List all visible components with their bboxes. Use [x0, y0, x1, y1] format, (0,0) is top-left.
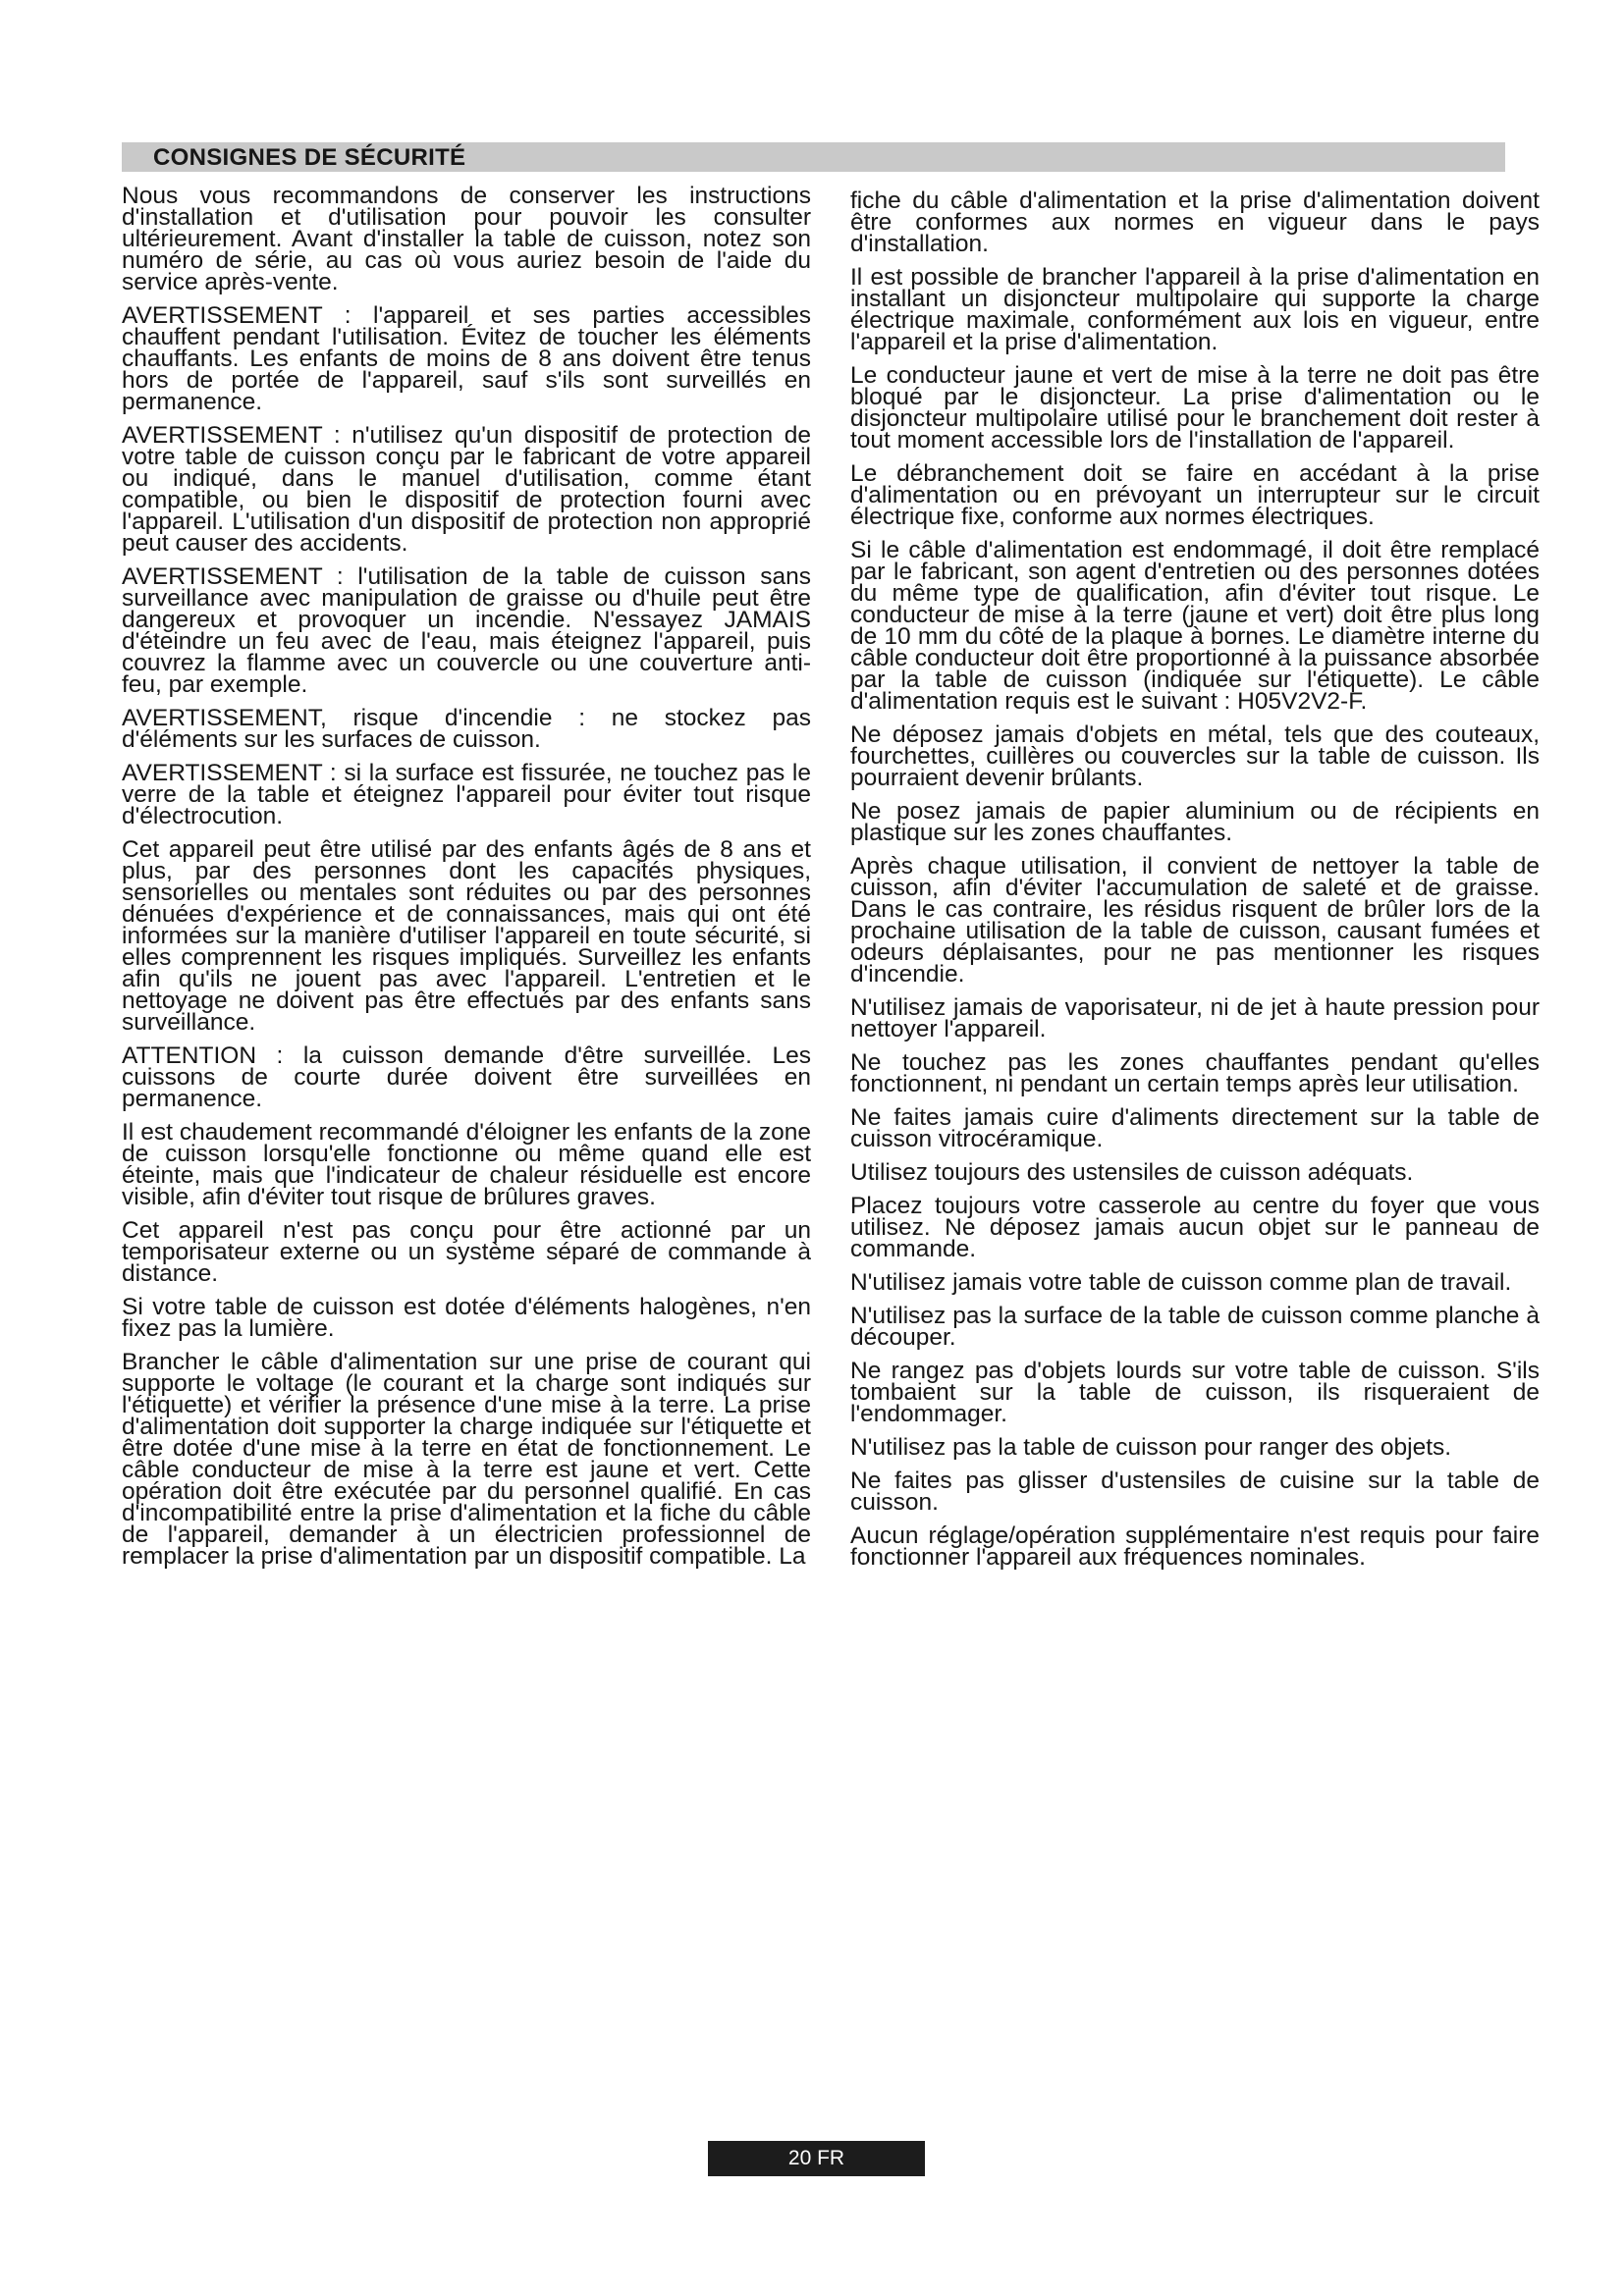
right-column: [850, 187, 1540, 1580]
paragraph-no-sliding: Ne faites pas glisser d'ustensiles de cuisine sur la table de cuisson.: [850, 1468, 1540, 1516]
paragraph-external-timer: Cet appareil n'est pas conçu pour être actionné par un temporisateur externe ou un système séparé de commande à distance.: [122, 1217, 811, 1287]
paragraph-no-heavy-objects: Ne rangez pas d'objets lourds sur votre table de cuisson. S'ils tombaient sur la table de cuisson, ils risqueraient de l'endommager.: [850, 1358, 1540, 1427]
paragraph-no-aluminium: Ne posez jamais de papier aluminium ou de récipients en plastique sur les zones chauffantes.: [850, 798, 1540, 846]
paragraph-plug-standards: fiche du câble d'alimentation et la prise d'alimentation doivent être conformes aux normes en vigueur dans le pays d'installation.: [850, 187, 1540, 257]
paragraph-no-storage: N'utilisez pas la table de cuisson pour ranger des objets.: [850, 1434, 1452, 1461]
paragraph-halogen-elements: Si votre table de cuisson est dotée d'éléments halogènes, n'en fixez pas la lumière.: [122, 1294, 811, 1342]
paragraph-keep-children-away: Il est chaudement recommandé d'éloigner les enfants de la zone de cuisson lorsqu'elle fonctionne ou même quand elle est éteinte, mais que l'indicateur de chaleur résiduelle est encore visible, afin d'éviter tout risque de brûlures graves.: [122, 1119, 811, 1210]
paragraph-ground-conductor: Le conducteur jaune et vert de mise à la terre ne doit pas être bloqué par le disjoncteur. La prise d'alimentation ou le disjoncteur multipolaire utilisé pour le branchement doit rester à tout moment accessible lors de l'installation de l'appareil.: [850, 362, 1540, 454]
paragraph-warning-fire-storage: AVERTISSEMENT, risque d'incendie : ne stockez pas d'éléments sur les surfaces de cuisson.: [122, 705, 811, 753]
paragraph-disconnection: Le débranchement doit se faire en accédant à la prise d'alimentation ou en prévoyant un interrupteur sur le circuit électrique fixe, conforme aux normes électriques.: [850, 460, 1540, 530]
paragraph-keep-instructions: Nous vous recommandons de conserver les instructions d'installation et d'utilisation pour pouvoir les consulter ultérieurement. Avant d'installer la table de cuisson, notez son numéro de série, au cas où vous auriez besoin de l'aide du service après-vente.: [122, 183, 811, 295]
paragraph-no-metal-objects: Ne déposez jamais d'objets en métal, tels que des couteaux, fourchettes, cuillères ou couvercles sur la table de cuisson. Ils pourraient devenir brûlants.: [850, 721, 1540, 791]
paragraph-no-steam-cleaner: N'utilisez jamais de vaporisateur, ni de jet à haute pression pour nettoyer l'appareil.: [850, 994, 1540, 1042]
left-column: [122, 183, 811, 1579]
paragraph-warning-unattended-cooking: AVERTISSEMENT : l'utilisation de la table de cuisson sans surveillance avec manipulation de graisse ou d'huile peut être dangereux et provoquer un incendie. N'essayez JAMAIS d'éteindre un feu avec de l'eau, mais éteignez l'appareil, puis couvrez la flamme avec un couvercle ou une couverture anti-feu, par exemple.: [122, 563, 811, 698]
paragraph-power-connection: Brancher le câble d'alimentation sur une prise de courant qui supporte le voltage (le courant et la charge sont indiqués sur l'étiquette) et vérifier la présence d'une mise à la terre. La prise d'alimentation doit supporter la charge indiquée sur l'étiquette et être dotée d'une mise à la terre en état de fonctionnement. Le câble conducteur de mise à la terre est jaune et vert. Cette opération doit être exécutée par du personnel qualifié. En cas d'incompatibilité entre la prise d'alimentation et la fiche du câble de l'appareil, demander à un électricien professionnel de remplacer la prise d'alimentation par un dispositif compatible. La: [122, 1349, 811, 1570]
paragraph-no-direct-cooking: Ne faites jamais cuire d'aliments directement sur la table de cuisson vitrocéramique.: [850, 1104, 1540, 1152]
paragraph-circuit-breaker: Il est possible de brancher l'appareil à la prise d'alimentation en installant un disjoncteur multipolaire qui supporte la charge électrique maximale, conformément aux lois en vigueur, entre l'appareil et la prise d'alimentation.: [850, 264, 1540, 355]
paragraph-center-pan: Placez toujours votre casserole au centre du foyer que vous utilisez. Ne déposez jamais aucun objet sur le panneau de commande.: [850, 1193, 1540, 1262]
paragraph-do-not-touch-zones: Ne touchez pas les zones chauffantes pendant qu'elles fonctionnent, ni pendant un certain temps après leur utilisation.: [850, 1049, 1540, 1097]
paragraph-warning-hot-parts: AVERTISSEMENT : l'appareil et ses parties accessibles chauffent pendant l'utilisation. Évitez de toucher les éléments chauffants. Les enfants de moins de 8 ans doivent être tenus hors de portée de l'appareil, sauf s'ils sont surveillés en permanence.: [122, 302, 811, 415]
paragraph-no-adjustment: Aucun réglage/opération supplémentaire n'est requis pour faire fonctionner l'appareil aux fréquences nominales.: [850, 1522, 1540, 1571]
paragraph-children-usage: Cet appareil peut être utilisé par des enfants âgés de 8 ans et plus, par des personnes dont les capacités physiques, sensorielles ou mentales sont réduites ou par des personnes dénuées d'expérience et de connaissances, mais qui ont été informées sur la manière d'utiliser l'appareil en toute sécurité, si elles comprennent les risques impliqués. Surveillez les enfants afin qu'ils ne jouent pas avec l'appareil. L'entretien et le nettoyage ne doivent pas être effectués par des enfants sans surveillance.: [122, 836, 811, 1036]
paragraph-not-cutting-board: N'utilisez pas la surface de la table de cuisson comme planche à découper.: [850, 1303, 1540, 1351]
paragraph-suitable-cookware: Utilisez toujours des ustensiles de cuisson adéquats.: [850, 1159, 1414, 1186]
paragraph-clean-after-use: Après chaque utilisation, il convient de nettoyer la table de cuisson, afin d'éviter l'accumulation de saleté et de graisse. Dans le cas contraire, les résidus risquent de brûler lors de la prochaine utilisation de la table de cuisson, causant fumées et odeurs déplaisantes, pour ne pas mentionner les risques d'incendie.: [850, 853, 1540, 988]
paragraph-damaged-cable: Si le câble d'alimentation est endommagé, il doit être remplacé par le fabricant, son agent d'entretien ou des personnes dotées du même type de qualification, afin d'éviter tout risque. Le conducteur de mise à la terre (jaune et vert) doit être plus long de 10 mm du côté de la plaque à bornes. Le diamètre interne du câble conducteur doit être proportionné à la puissance absorbée par la table de cuisson (indiquée sur l'étiquette). Le câble d'alimentation requis est le suivant : H05V2V2-F.: [850, 537, 1540, 715]
paragraph-attention-supervision: ATTENTION : la cuisson demande d'être surveillée. Les cuissons de courte durée doivent être surveillées en permanence.: [122, 1042, 811, 1112]
paragraph-warning-protection-device: AVERTISSEMENT : n'utilisez qu'un dispositif de protection de votre table de cuisson conçu par le fabricant de votre appareil ou indiqué, dans le manuel d'utilisation, comme étant compatible, ou bien le dispositif de protection fourni avec l'appareil. L'utilisation d'un dispositif de protection non approprié peut causer des accidents.: [122, 422, 811, 557]
paragraph-warning-cracked-surface: AVERTISSEMENT : si la surface est fissurée, ne touchez pas le verre de la table et éteignez l'appareil pour éviter tout risque d'électrocution.: [122, 760, 811, 829]
section-title: CONSIGNES DE SÉCURITÉ: [122, 142, 1505, 172]
page-number: 20 FR: [708, 2141, 925, 2176]
paragraph-not-worktop: N'utilisez jamais votre table de cuisson comme plan de travail.: [850, 1269, 1512, 1296]
